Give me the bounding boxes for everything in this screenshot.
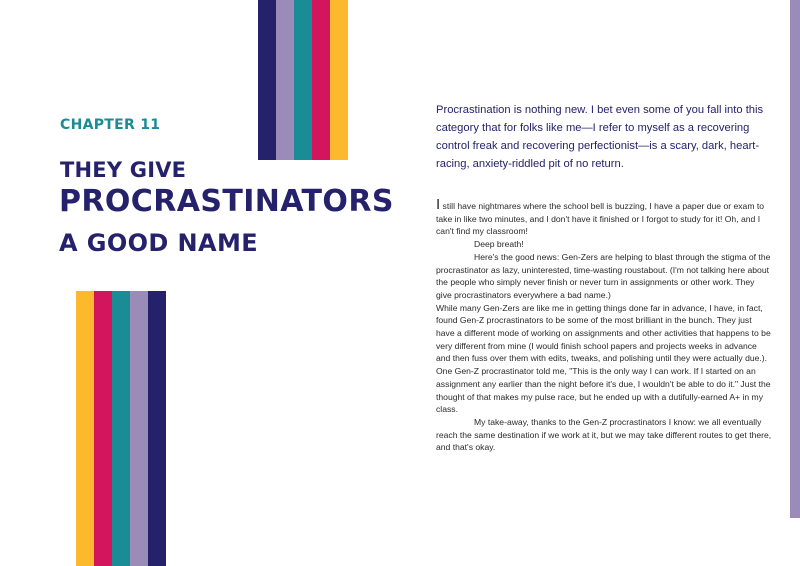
stripe-teal (112, 291, 130, 566)
bottom-color-stripes (76, 291, 166, 566)
intro-paragraph: Procrastination is nothing new. I bet even some of you fall into this category that for folks like me—I refer to myself as a recovering control freak and recovering perfectionist—is a scary, dark, heart-racing, anxiety-riddled pit of no return. (436, 104, 764, 170)
stripe-navy (258, 0, 276, 160)
stripe-yellow (76, 291, 94, 566)
stripe-lavender (276, 0, 294, 160)
body-paragraph-3: Here's the good news: Gen-Zers are helping to blast through the stigma of the procrastinator as lazy, uninterested, time-wasting roustabout. (I'm not talking here about the people who simply never finish or never turn in assignments or other work. They give procrastinators everywhere a bad name.) (436, 251, 771, 300)
body-text (436, 196, 772, 454)
stripe-lavender (130, 291, 148, 566)
page-edge-bar (790, 0, 800, 518)
top-color-stripes (258, 0, 348, 160)
chapter-title-line-3: A GOOD NAME (59, 229, 259, 257)
stripe-navy (148, 291, 166, 566)
drop-cap: I (436, 196, 441, 213)
chapter-title-line-1: THEY GIVE (60, 158, 187, 182)
stripe-magenta (312, 0, 330, 160)
stripe-teal (294, 0, 312, 160)
body-paragraph-1 (436, 196, 772, 238)
body-paragraph-2: Deep breath! (474, 239, 524, 250)
stripe-magenta (94, 291, 112, 566)
chapter-title-line-2: PROCRASTINATORS (59, 184, 394, 219)
body-paragraph-5: My take-away, thanks to the Gen-Z procrastinators I know: we all eventually reach the same destination if we work at it, but we may take different routes to get there, and that's okay. (436, 416, 772, 453)
stripe-yellow (330, 0, 348, 160)
body-paragraph-1-text: still have nightmares where the school bell is buzzing, I have a paper due or exam to take in like two minutes, and I don't have it finished or I forgot to study for it! Oh, and I can't find my classroom! (436, 201, 765, 237)
chapter-label: CHAPTER 11 (60, 117, 161, 133)
body-paragraph-4: While many Gen-Zers are like me in getting things done far in advance, I have, in fact, found Gen-Z procrastinators to be some of the most brilliant in the bunch. They just have a different mode of working on assignments and other activities that happens to be very different from mine (I would finish school papers and projects weeks in advance and then fuss over them with edits, tweaks, and polishing until they were actually due.). One Gen-Z procrastinator told me, "This is the only way I can work. If I started on an assignment any earlier than the night before it's due, I wouldn't be able to do it." Just the thought of that makes my pulse race, but he ended up with a dutifully-earned A+ in my class. (436, 302, 771, 415)
